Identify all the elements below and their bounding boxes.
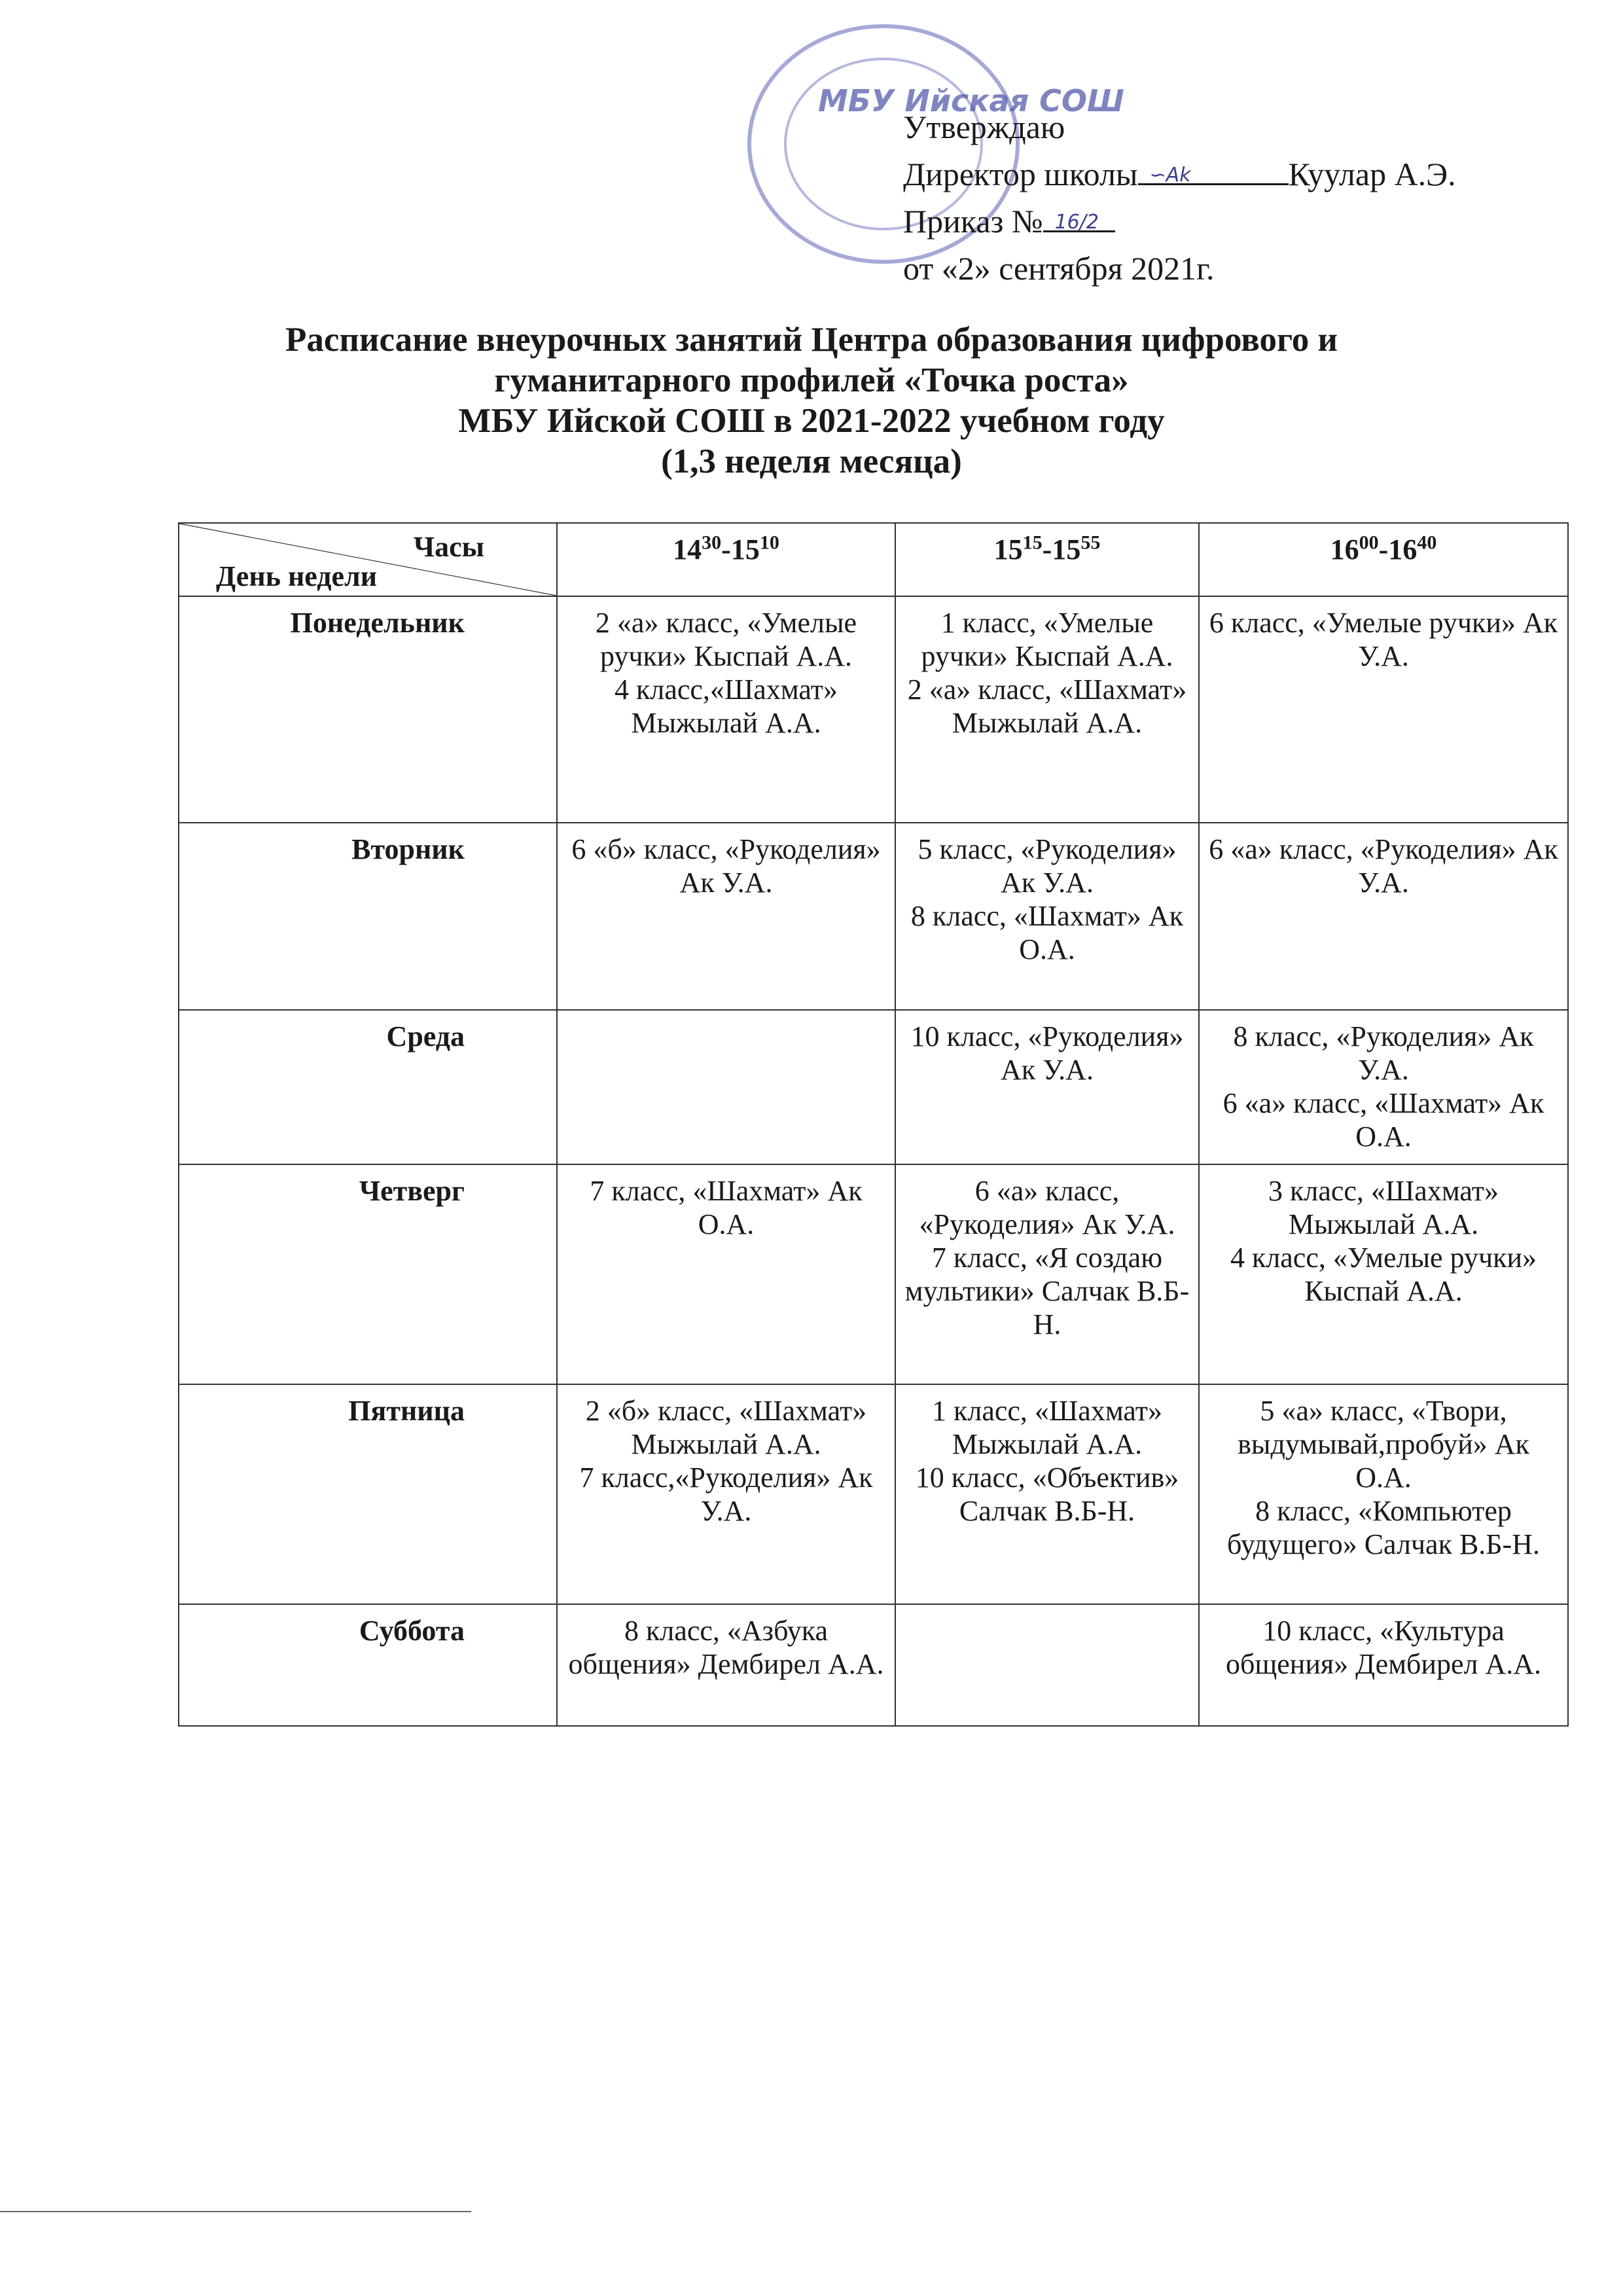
time-slot-header: $16^{00}-16^{40}$ (1199, 523, 1568, 596)
class-entry: 6 «б» класс, «Рукоделия» Ак У.А. (571, 833, 881, 899)
title-line-4: (1,3 неделя месяца) (661, 442, 962, 480)
order-number: 16/2 (1054, 211, 1099, 234)
day-cell: Суббота (179, 1604, 557, 1726)
schedule-cell (1199, 823, 1568, 1010)
day-cell: Вторник (179, 823, 557, 1010)
class-entry: 6 «а» класс, «Рукоделия» Ак У.А. (1209, 833, 1558, 899)
schedule-cell (1199, 1164, 1568, 1384)
schedule-cell (895, 1164, 1199, 1384)
schedule-cell (895, 596, 1199, 823)
order-line (903, 198, 1456, 245)
approval-block (903, 103, 1456, 292)
footer-rule (0, 2211, 471, 2212)
class-entry: 6 класс, «Умелые ручки» Ак У.А. (1209, 607, 1558, 672)
schedule-cell (557, 1010, 895, 1164)
day-cell: Понедельник (179, 596, 557, 823)
schedule-cell (1199, 1384, 1568, 1604)
approval-date: от «2» сентября 2021г. (903, 250, 1215, 287)
class-entry: 8 класс, «Шахмат» Ак О.А. (910, 900, 1184, 965)
day-cell: Среда (179, 1010, 557, 1164)
schedule-cell (557, 1384, 895, 1604)
table-row (179, 823, 1568, 1010)
approve-label: Утверждаю (903, 109, 1065, 145)
class-entry: 10 класс, «Культура общения» Дембирел А.А. (1225, 1615, 1542, 1680)
schedule-cell (895, 1384, 1199, 1604)
table-row (179, 1604, 1568, 1726)
schedule-cell (895, 823, 1199, 1010)
day-cell: Четверг (179, 1164, 557, 1384)
time-slot-header: $15^{15}-15^{55}$ (895, 523, 1199, 596)
schedule-cell (1199, 1010, 1568, 1164)
title-line-2: гуманитарного профилей «Точка роста» (494, 361, 1129, 399)
class-entry: 4 класс, «Умелые ручки» Кыспай А.А. (1230, 1242, 1537, 1307)
class-entry: 7 класс,«Рукоделия» Ак У.А. (579, 1462, 873, 1527)
schedule-table (178, 522, 1569, 1727)
schedule-cell (557, 596, 895, 823)
class-entry: 2 «б» класс, «Шахмат» Мыжылай А.А. (585, 1395, 867, 1460)
page-title (164, 319, 1459, 482)
class-entry: 7 класс, «Я создаю мультики» Салчак В.Б-Н. (904, 1242, 1190, 1340)
class-entry: 2 «а» класс, «Умелые ручки» Кыспай А.А. (595, 607, 857, 672)
class-entry: 10 класс, «Рукоделия» Ак У.А. (910, 1020, 1184, 1086)
class-entry: 4 класс,«Шахмат» Мыжылай А.А. (615, 673, 838, 739)
class-entry: 6 «а» класс, «Рукоделия» Ак У.А. (919, 1175, 1175, 1240)
class-entry: 10 класс, «Объектив» Салчак В.Б-Н. (915, 1462, 1179, 1527)
class-entry: 5 класс, «Рукоделия» Ак У.А. (918, 833, 1177, 899)
day-cell: Пятница (179, 1384, 557, 1604)
class-entry: 8 класс, «Рукоделия» Ак У.А. (1233, 1020, 1534, 1086)
schedule-cell (557, 1604, 895, 1726)
class-entry: 8 класс, «Компьютер будущего» Салчак В.Б-Н. (1227, 1495, 1540, 1560)
title-line-1: Расписание внеурочных занятий Центра образования цифрового и (285, 321, 1338, 359)
schedule-cell (557, 823, 895, 1010)
schedule-cell (1199, 1604, 1568, 1726)
title-line-3: МБУ Ийской СОШ в 2021-2022 учебном году (458, 402, 1165, 440)
signature-line (1138, 154, 1289, 185)
schedule-cell (895, 1604, 1199, 1726)
table-row (179, 1384, 1568, 1604)
stamp-text: МБУ Ийская СОШ (818, 83, 1124, 118)
class-entry: 2 «а» класс, «Шахмат» Мыжылай А.А. (907, 673, 1187, 739)
order-number-field (1043, 202, 1115, 232)
corner-hours-label: Часы (413, 531, 484, 563)
schedule-cell (557, 1164, 895, 1384)
class-entry: 8 класс, «Азбука общения» Дембирел А.А. (568, 1615, 884, 1680)
corner-header (179, 523, 557, 596)
director-line (903, 151, 1456, 198)
class-entry: 7 класс, «Шахмат» Ак О.А. (590, 1175, 863, 1240)
corner-day-label: День недели (216, 560, 378, 592)
schedule-cell (1199, 596, 1568, 823)
schedule-body (179, 596, 1568, 1726)
order-label: Приказ № (903, 203, 1043, 240)
class-entry: 3 класс, «Шахмат» Мыжылай А.А. (1268, 1175, 1499, 1240)
class-entry: 1 класс, «Умелые ручки» Кыспай А.А. (921, 607, 1173, 672)
table-row (179, 596, 1568, 823)
table-row (179, 1010, 1568, 1164)
signature-icon: ∽Ak (1149, 164, 1191, 187)
director-name: Куулар А.Э. (1288, 156, 1456, 192)
class-entry: 6 «а» класс, «Шахмат» Ак О.А. (1222, 1087, 1544, 1153)
table-row (179, 1164, 1568, 1384)
time-slot-header: $14^{30}-15^{10}$ (557, 523, 895, 596)
schedule-cell (895, 1010, 1199, 1164)
class-entry: 1 класс, «Шахмат» Мыжылай А.А. (932, 1395, 1162, 1460)
director-label: Директор школы (903, 156, 1138, 192)
class-entry: 5 «а» класс, «Твори, выдумывай,пробуй» Ак О.А. (1238, 1395, 1529, 1494)
